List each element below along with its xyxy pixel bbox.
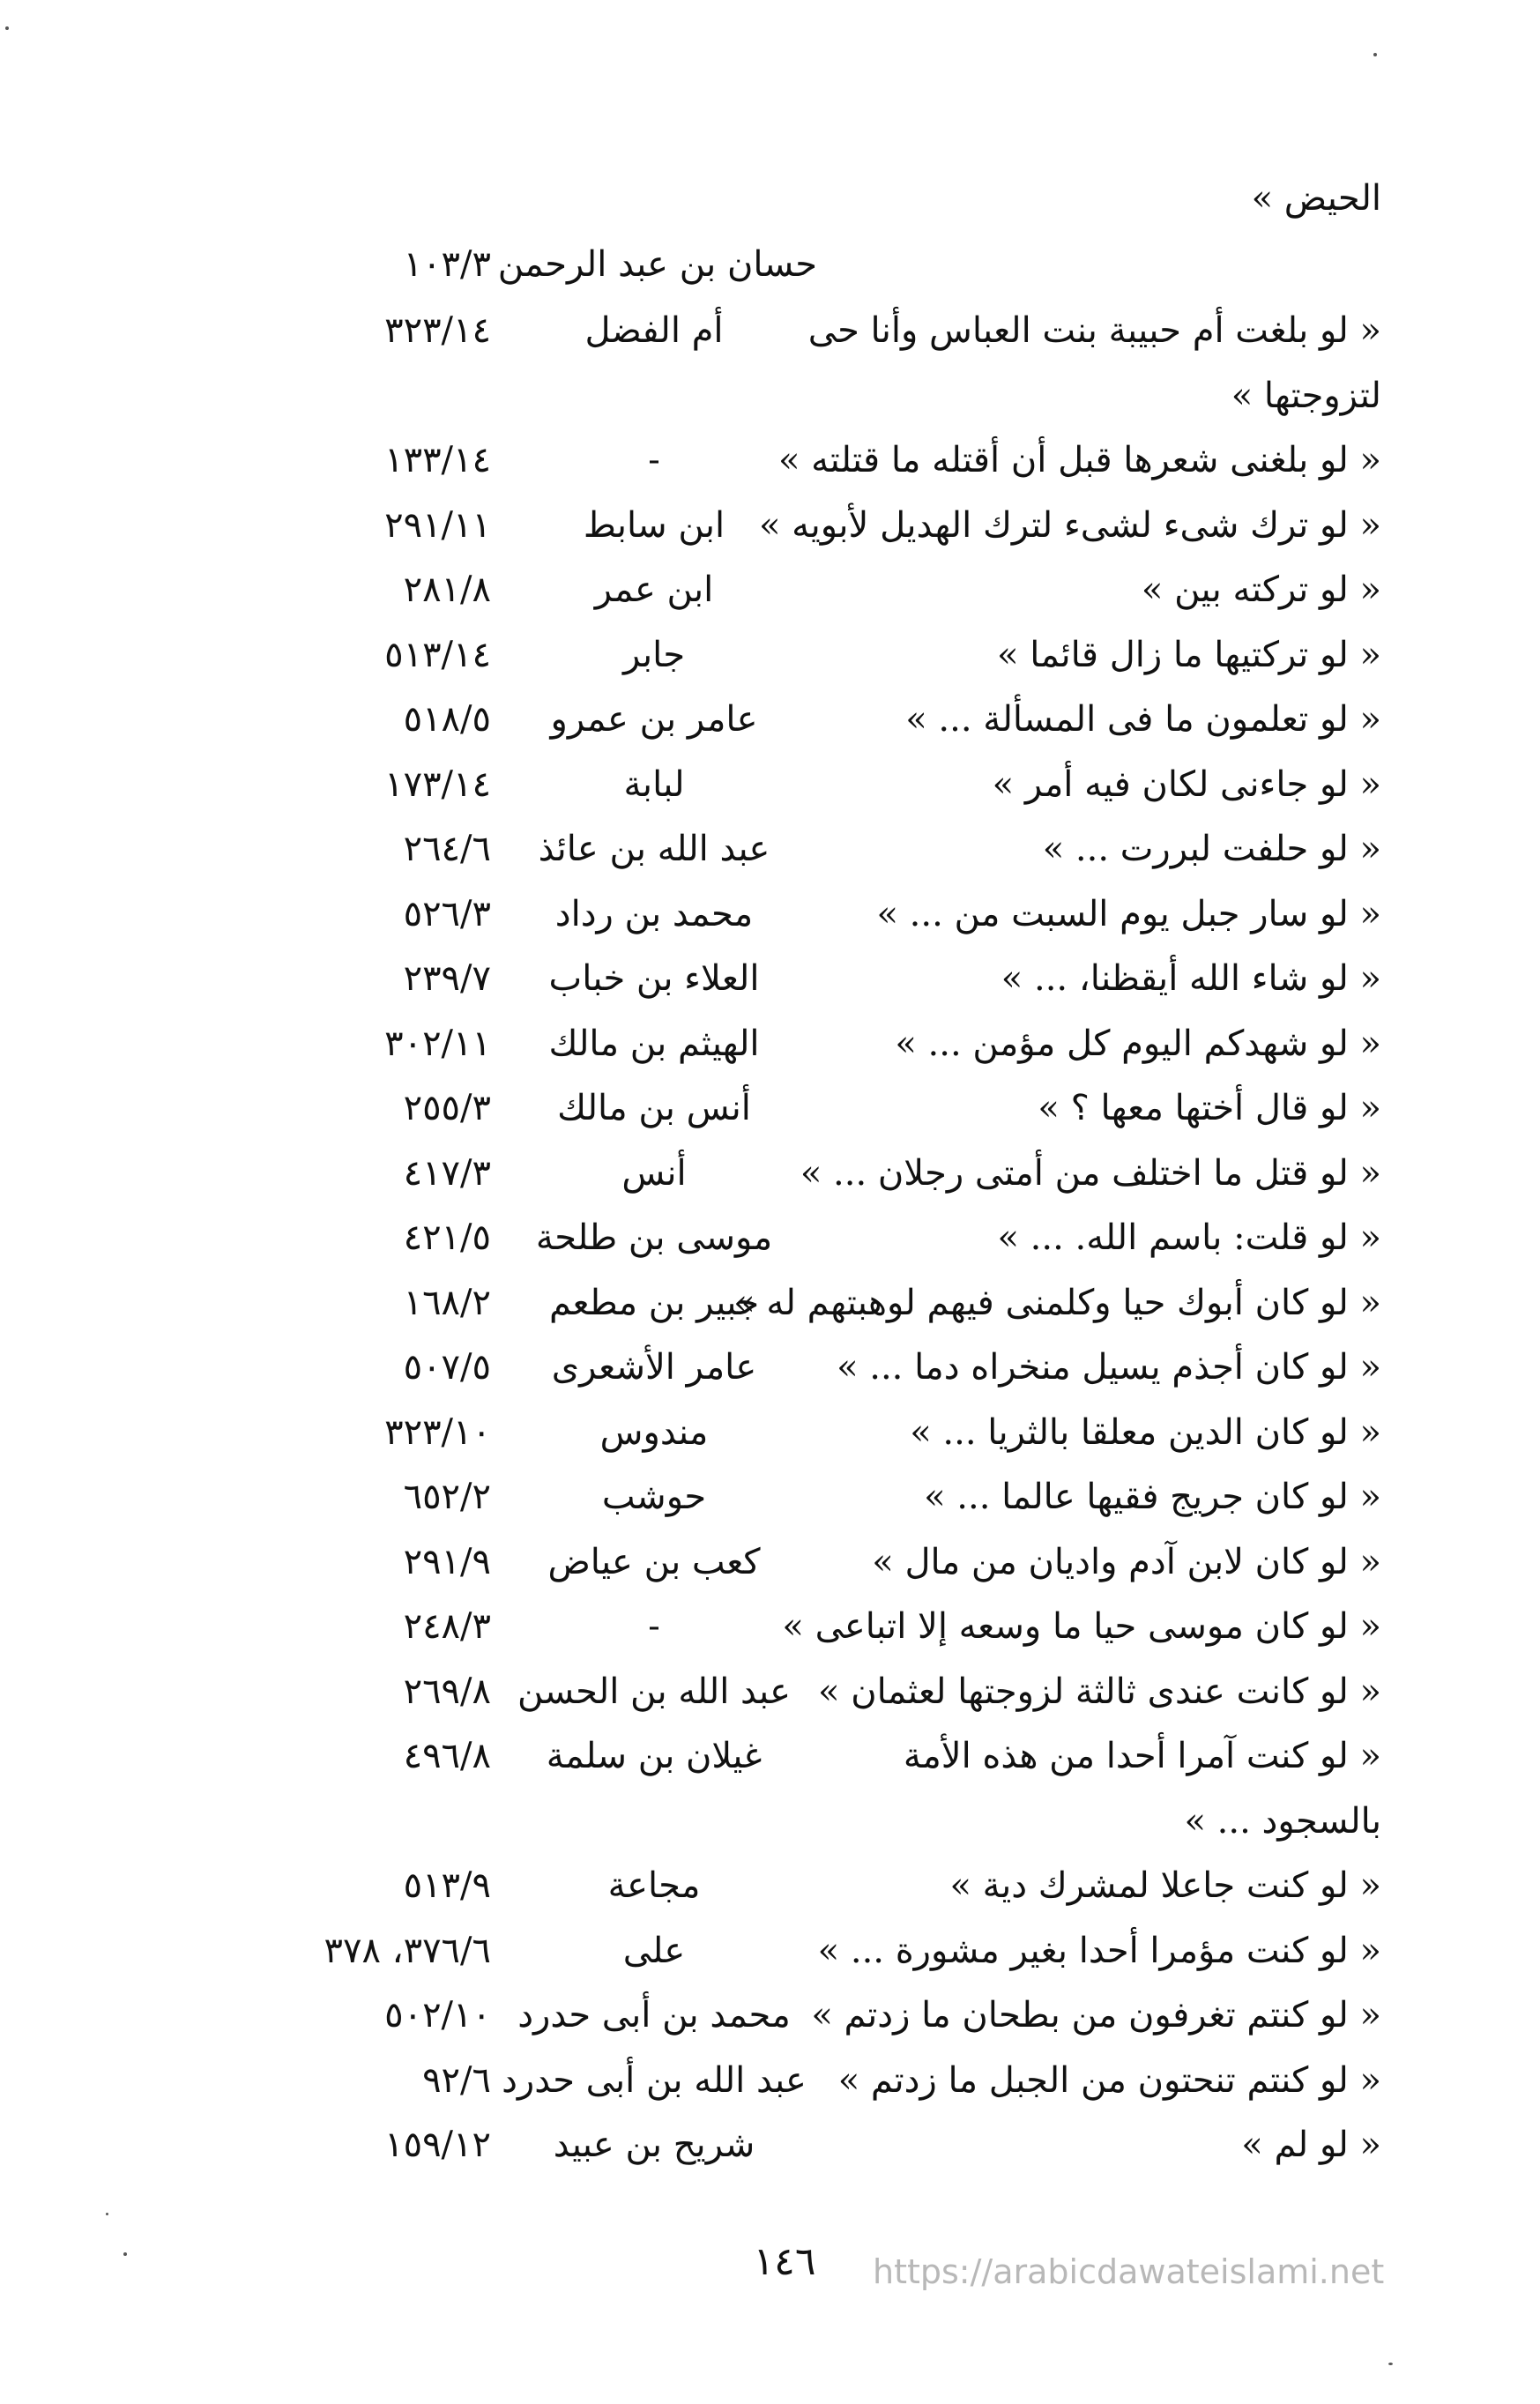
narrator: محمد بن رداد bbox=[554, 893, 754, 934]
volume-page-ref: ٢٩١/١١ bbox=[384, 504, 491, 546]
hadith-text: « لو قال أختها معها ؟ » bbox=[1038, 1088, 1381, 1128]
index-entry bbox=[112, 1725, 1381, 1787]
hadith-text: « لو كنت آمرا أحدا من هذه الأمة bbox=[903, 1736, 1381, 1776]
index-entry bbox=[112, 688, 1381, 750]
hadith-text: « لو شاء الله أيقظنا، ... » bbox=[1001, 958, 1381, 999]
hadith-text: « لو كان لابن آدم واديان من مال » bbox=[872, 1541, 1381, 1582]
volume-page-ref: ٢٤٨/٣ bbox=[403, 1606, 491, 1647]
hadith-text: « لو قلت: باسم الله. ... » bbox=[997, 1217, 1381, 1258]
index-entry bbox=[112, 1984, 1381, 2046]
narrator: على bbox=[622, 1930, 686, 1971]
volume-page-ref: ٦٥٢/٢ bbox=[403, 1477, 491, 1517]
index-entry bbox=[112, 1661, 1381, 1723]
volume-page-ref: ٤١٧/٣ bbox=[403, 1152, 491, 1194]
volume-page-ref: ١٧٣/١٤ bbox=[384, 763, 491, 805]
volume-page-ref: ٥١٣/٩ bbox=[403, 1865, 491, 1906]
volume-page-ref: ٢٩١/٩ bbox=[403, 1541, 491, 1582]
index-entry bbox=[112, 1531, 1381, 1593]
volume-page-ref: ٢٦٩/٨ bbox=[403, 1671, 491, 1712]
index-entry bbox=[112, 495, 1381, 556]
index-entry bbox=[112, 1466, 1381, 1528]
index-entry bbox=[112, 818, 1381, 880]
narrator: عبد الله بن عائذ bbox=[538, 829, 770, 869]
volume-page-ref: ١٣٣/١٤ bbox=[384, 440, 491, 480]
volume-page-ref: ٥١٣/١٤ bbox=[384, 634, 491, 675]
hadith-text: « لو كان أجذم يسيل منخراه دما ... » bbox=[837, 1347, 1381, 1388]
scan-speck bbox=[1388, 2363, 1393, 2365]
narrator: مندوس bbox=[599, 1411, 709, 1453]
narrator: محمد بن أبى حدرد bbox=[517, 1995, 791, 2036]
index-entry bbox=[112, 2050, 1381, 2111]
volume-page-ref: ٥١٨/٥ bbox=[403, 699, 491, 740]
hadith-text: « لو قتل ما اختلف من أمتى رجلان ... » bbox=[800, 1152, 1381, 1194]
hadith-text: « لو لم » bbox=[1241, 2125, 1381, 2165]
index-entry bbox=[112, 1272, 1381, 1334]
hadith-text: « لو شهدكم اليوم كل مؤمن ... » bbox=[895, 1023, 1381, 1064]
hadith-text: « لو كانت عندى ثالثة لزوجتها لعثمان » bbox=[818, 1671, 1381, 1712]
scan-speck bbox=[1373, 53, 1377, 56]
narrator: عبد الله بن أبى حدرد bbox=[502, 2059, 807, 2101]
narrator: لبابة bbox=[623, 763, 685, 805]
narrator: حسان بن عبد الرحمن bbox=[497, 244, 817, 285]
narrator: الهيثم بن مالك bbox=[548, 1023, 760, 1064]
hadith-text: « لو تركته بين » bbox=[1141, 569, 1381, 610]
volume-page-ref: ٣٢٣/١٠ bbox=[384, 1411, 491, 1453]
narrator: العلاء بن خباب bbox=[548, 958, 760, 999]
index-entry bbox=[112, 1596, 1381, 1657]
narrator: غيلان بن سلمة bbox=[546, 1736, 763, 1776]
volume-page-ref: ٢٣٩/٧ bbox=[403, 958, 491, 999]
hadith-text: « لو تركتيها ما زال قائما » bbox=[997, 634, 1381, 675]
index-entry bbox=[112, 624, 1381, 686]
volume-page-ref: ١٦٨/٢ bbox=[403, 1282, 491, 1323]
narrator: جابر bbox=[622, 634, 686, 675]
narrator: شريح بن عبيد bbox=[553, 2125, 755, 2165]
hadith-text-continuation: بالسجود ... » bbox=[1184, 1800, 1381, 1842]
index-entry bbox=[112, 1142, 1381, 1204]
hadith-text: « لو كان الدين معلقا بالثريا ... » bbox=[910, 1411, 1381, 1453]
watermark-url: https://arabicdawateislami.net bbox=[873, 2252, 1385, 2291]
volume-page-ref: ٥٢٦/٣ bbox=[403, 893, 491, 934]
continuation-heading bbox=[112, 167, 1381, 229]
scan-speck bbox=[5, 26, 9, 30]
hadith-text: « لو بلغت أم حبيبة بنت العباس وأنا حى bbox=[807, 310, 1381, 351]
volume-page-ref: ٢٦٤/٦ bbox=[403, 829, 491, 869]
index-entry bbox=[112, 559, 1381, 621]
volume-page-ref: ٩٢/٦ bbox=[422, 2059, 491, 2101]
narrator: عامر بن عمرو bbox=[550, 699, 758, 740]
volume-page-ref: ١٥٩/١٢ bbox=[384, 2125, 491, 2165]
heading-text: الحيض » bbox=[1251, 178, 1381, 219]
narrator: عبد الله بن الحسن bbox=[517, 1671, 791, 1712]
volume-page-ref: ٥٠٧/٥ bbox=[403, 1347, 491, 1388]
volume-page-ref: ٢٨١/٨ bbox=[403, 569, 491, 610]
hadith-text: « لو كنتم تغرفون من بطحان ما زدتم » bbox=[811, 1995, 1381, 2036]
narrator: عامر الأشعرى bbox=[551, 1347, 757, 1388]
narrator: موسى بن طلحة bbox=[535, 1217, 773, 1258]
volume-page-ref: ٤٩٦/٨ bbox=[403, 1736, 491, 1776]
hadith-text: « لو سار جبل يوم السبت من ... » bbox=[876, 893, 1381, 934]
hadith-text: « لو حلفت لبررت ... » bbox=[1042, 829, 1381, 869]
index-entry bbox=[112, 1402, 1381, 1463]
hadith-text: « لو كان أبوك حيا وكلمنى فيهم لوهبتهم له » bbox=[733, 1282, 1381, 1323]
volume-page-ref: ٣٠٢/١١ bbox=[384, 1023, 491, 1064]
index-entry bbox=[112, 1920, 1381, 1982]
index-entry bbox=[112, 1207, 1381, 1269]
volume-page-ref: ٣٢٣/١٤ bbox=[384, 310, 491, 351]
narrator: أنس بن مالك bbox=[557, 1088, 751, 1128]
index-entry bbox=[112, 1077, 1381, 1139]
volume-page-ref: ١٠٣/٣ bbox=[403, 244, 491, 285]
narrator: - bbox=[648, 1606, 660, 1647]
index-entry-hassan bbox=[112, 234, 1381, 295]
index-entry bbox=[112, 883, 1381, 945]
hadith-text-continuation: لتزوجتها » bbox=[1231, 375, 1381, 416]
index-entry bbox=[112, 754, 1381, 815]
index-entry bbox=[112, 1336, 1381, 1398]
narrator: ابن عمر bbox=[594, 569, 714, 610]
hadith-text: « لو كنتم تنحتون من الجبل ما زدتم » bbox=[837, 2059, 1381, 2101]
index-entry bbox=[112, 300, 1381, 361]
narrator: ابن سابط bbox=[583, 504, 725, 546]
index-entry bbox=[112, 948, 1381, 1009]
hadith-text: « لو بلغنى شعرها قبل أن أقتله ما قتلته » bbox=[777, 440, 1381, 480]
hadith-text: « لو كان جريج فقيها عالما ... » bbox=[924, 1477, 1381, 1517]
hadith-text: « لو كنت مؤمرا أحدا بغير مشورة ... » bbox=[817, 1930, 1381, 1971]
volume-page-ref: ٣٧٦/٦، ٣٧٨ bbox=[324, 1930, 491, 1971]
narrator: حوشب bbox=[601, 1477, 707, 1517]
narrator: جبير بن مطعم bbox=[548, 1282, 760, 1323]
volume-page-ref: ٤٢١/٥ bbox=[403, 1217, 491, 1258]
narrator: أم الفضل bbox=[584, 310, 724, 351]
narrator: أنس bbox=[621, 1152, 687, 1194]
hadith-text: « لو كنت جاعلا لمشرك دية » bbox=[949, 1865, 1381, 1906]
index-entry-continuation bbox=[112, 365, 1381, 427]
hadith-text: « لو تعلمون ما فى المسألة ... » bbox=[905, 699, 1381, 740]
index-entry-continuation bbox=[112, 1790, 1381, 1852]
hadith-text: « لو كان موسى حيا ما وسعه إلا اتباعى » bbox=[782, 1606, 1381, 1647]
narrator: مجاعة bbox=[607, 1865, 701, 1906]
narrator: - bbox=[648, 440, 660, 480]
hadith-text: « لو ترك شىء لشىء لترك الهديل لأبويه » bbox=[758, 504, 1381, 546]
index-entry bbox=[112, 1855, 1381, 1917]
hadith-text: « لو جاءنى لكان فيه أمر » bbox=[992, 763, 1381, 805]
volume-page-ref: ٥٠٢/١٠ bbox=[384, 1995, 491, 2036]
scan-speck bbox=[106, 2213, 108, 2215]
index-entry bbox=[112, 2114, 1381, 2176]
scan-speck bbox=[123, 2252, 127, 2256]
page-number: ١٤٦ bbox=[753, 2239, 816, 2284]
narrator: كعب بن عياض bbox=[547, 1541, 761, 1582]
volume-page-ref: ٢٥٥/٣ bbox=[403, 1088, 491, 1128]
index-entry bbox=[112, 429, 1381, 491]
index-entry bbox=[112, 1013, 1381, 1075]
